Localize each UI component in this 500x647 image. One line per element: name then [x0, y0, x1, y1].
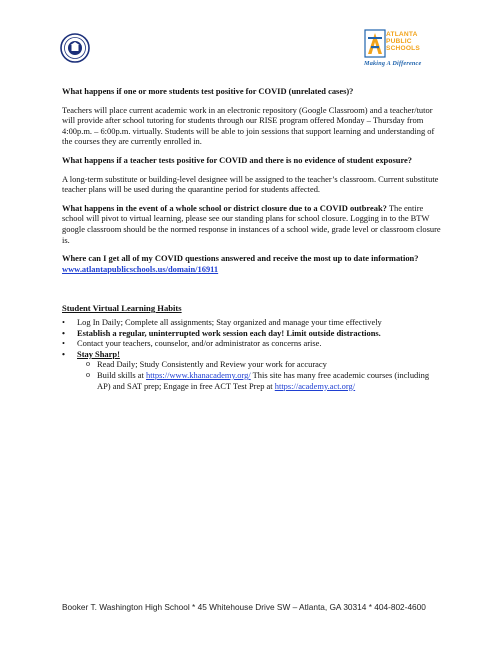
sub-build-skills-desc: This site has many free academic courses (including AP) and SAT prep; Engage in free ACT Test Prep at — [97, 369, 430, 391]
bullet-icon: • — [62, 338, 65, 349]
question-teacher-positive: What happens if a teacher tests positive for COVID and there is no evidence of student exposure? — [62, 154, 412, 165]
habits-list — [62, 317, 442, 391]
school-seal-icon — [60, 33, 90, 63]
aps-logo — [364, 29, 444, 71]
school-closure-paragraph — [62, 203, 442, 245]
logo-tagline: Making A Difference — [364, 60, 422, 67]
habit-work-session: Establish a regular, uninterrupted work session each day! Limit outside distractions. — [77, 327, 381, 338]
answer-student-positive: Teachers will place current academic work in an electronic repository (Google Classroom) and a teacher/tutor will provide after school tutoring for students through our RISE program offered Monday – Thursday from 4:00p.m. – 6:00p.m. virtually. Students will be able to join sessions that support learning and understanding of the courses they are currently enrolled in. — [62, 104, 435, 147]
aps-logo-a-icon — [364, 29, 386, 59]
faq-content — [62, 86, 442, 282]
list-item — [62, 328, 442, 339]
page-footer: Booker T. Washington High School * 45 Whitehouse Drive SW – Atlanta, GA 30314 * 404-802-4600 — [62, 602, 426, 612]
list-item — [62, 317, 442, 328]
answer-school-closure: The entire school will pivot to virtual learning, please see our standing plans for school closure. Logging in to the BTW google classroom should be the normed response in instances of a school wide, grade level or classroom closure is. — [62, 202, 441, 245]
question-more-info: Where can I get all of my COVID questions answered and receive the most up to date information? — [62, 253, 419, 264]
logo-line-public: PUBLIC — [386, 38, 412, 46]
question-student-positive: What happens if one or more students test positive for COVID (unrelated cases)? — [62, 86, 354, 96]
habit-stay-sharp: Stay Sharp! — [77, 348, 120, 359]
aps-covid-link[interactable]: www.atlantapublicschools.us/domain/16911 — [62, 263, 219, 274]
circle-bullet-icon: o — [86, 369, 90, 379]
logo-line-atlanta: ATLANTA — [386, 31, 418, 38]
sub-read-daily: Read Daily; Study Consistently and Review your work for accuracy — [97, 359, 327, 370]
more-info-link-line — [62, 264, 442, 275]
sub-build-skills-text: Build skills at — [97, 369, 146, 380]
question-school-closure: What happens in the event of a whole school or district closure due to a COVID outbreak? — [62, 202, 387, 213]
khan-academy-link[interactable]: https://www.khanacademy.org/ — [146, 369, 251, 380]
answer-teacher-positive: A long-term substitute or building-level designee will be assigned to the teacher’s classroom. Current substitute teacher plans will be used during the quarantine period for students affected. — [62, 173, 439, 195]
bullet-icon: • — [62, 348, 65, 359]
bullet-icon: • — [62, 327, 65, 338]
bullet-icon: • — [62, 317, 65, 327]
habits-title: Student Virtual Learning Habits — [62, 303, 182, 313]
circle-bullet-icon: o — [86, 359, 90, 369]
habit-login: Log In Daily; Complete all assignments; Stay organized and manage your time effectively — [77, 317, 382, 327]
act-academy-link[interactable]: https://academy.act.org/ — [274, 380, 356, 391]
sub-list-item — [62, 370, 442, 391]
list-item — [62, 349, 442, 360]
sub-list-item — [62, 359, 442, 370]
logo-line-schools: SCHOOLS — [386, 45, 421, 53]
habit-contact: Contact your teachers, counselor, and/or administrator as concerns arise. — [77, 338, 322, 349]
list-item — [62, 338, 442, 349]
